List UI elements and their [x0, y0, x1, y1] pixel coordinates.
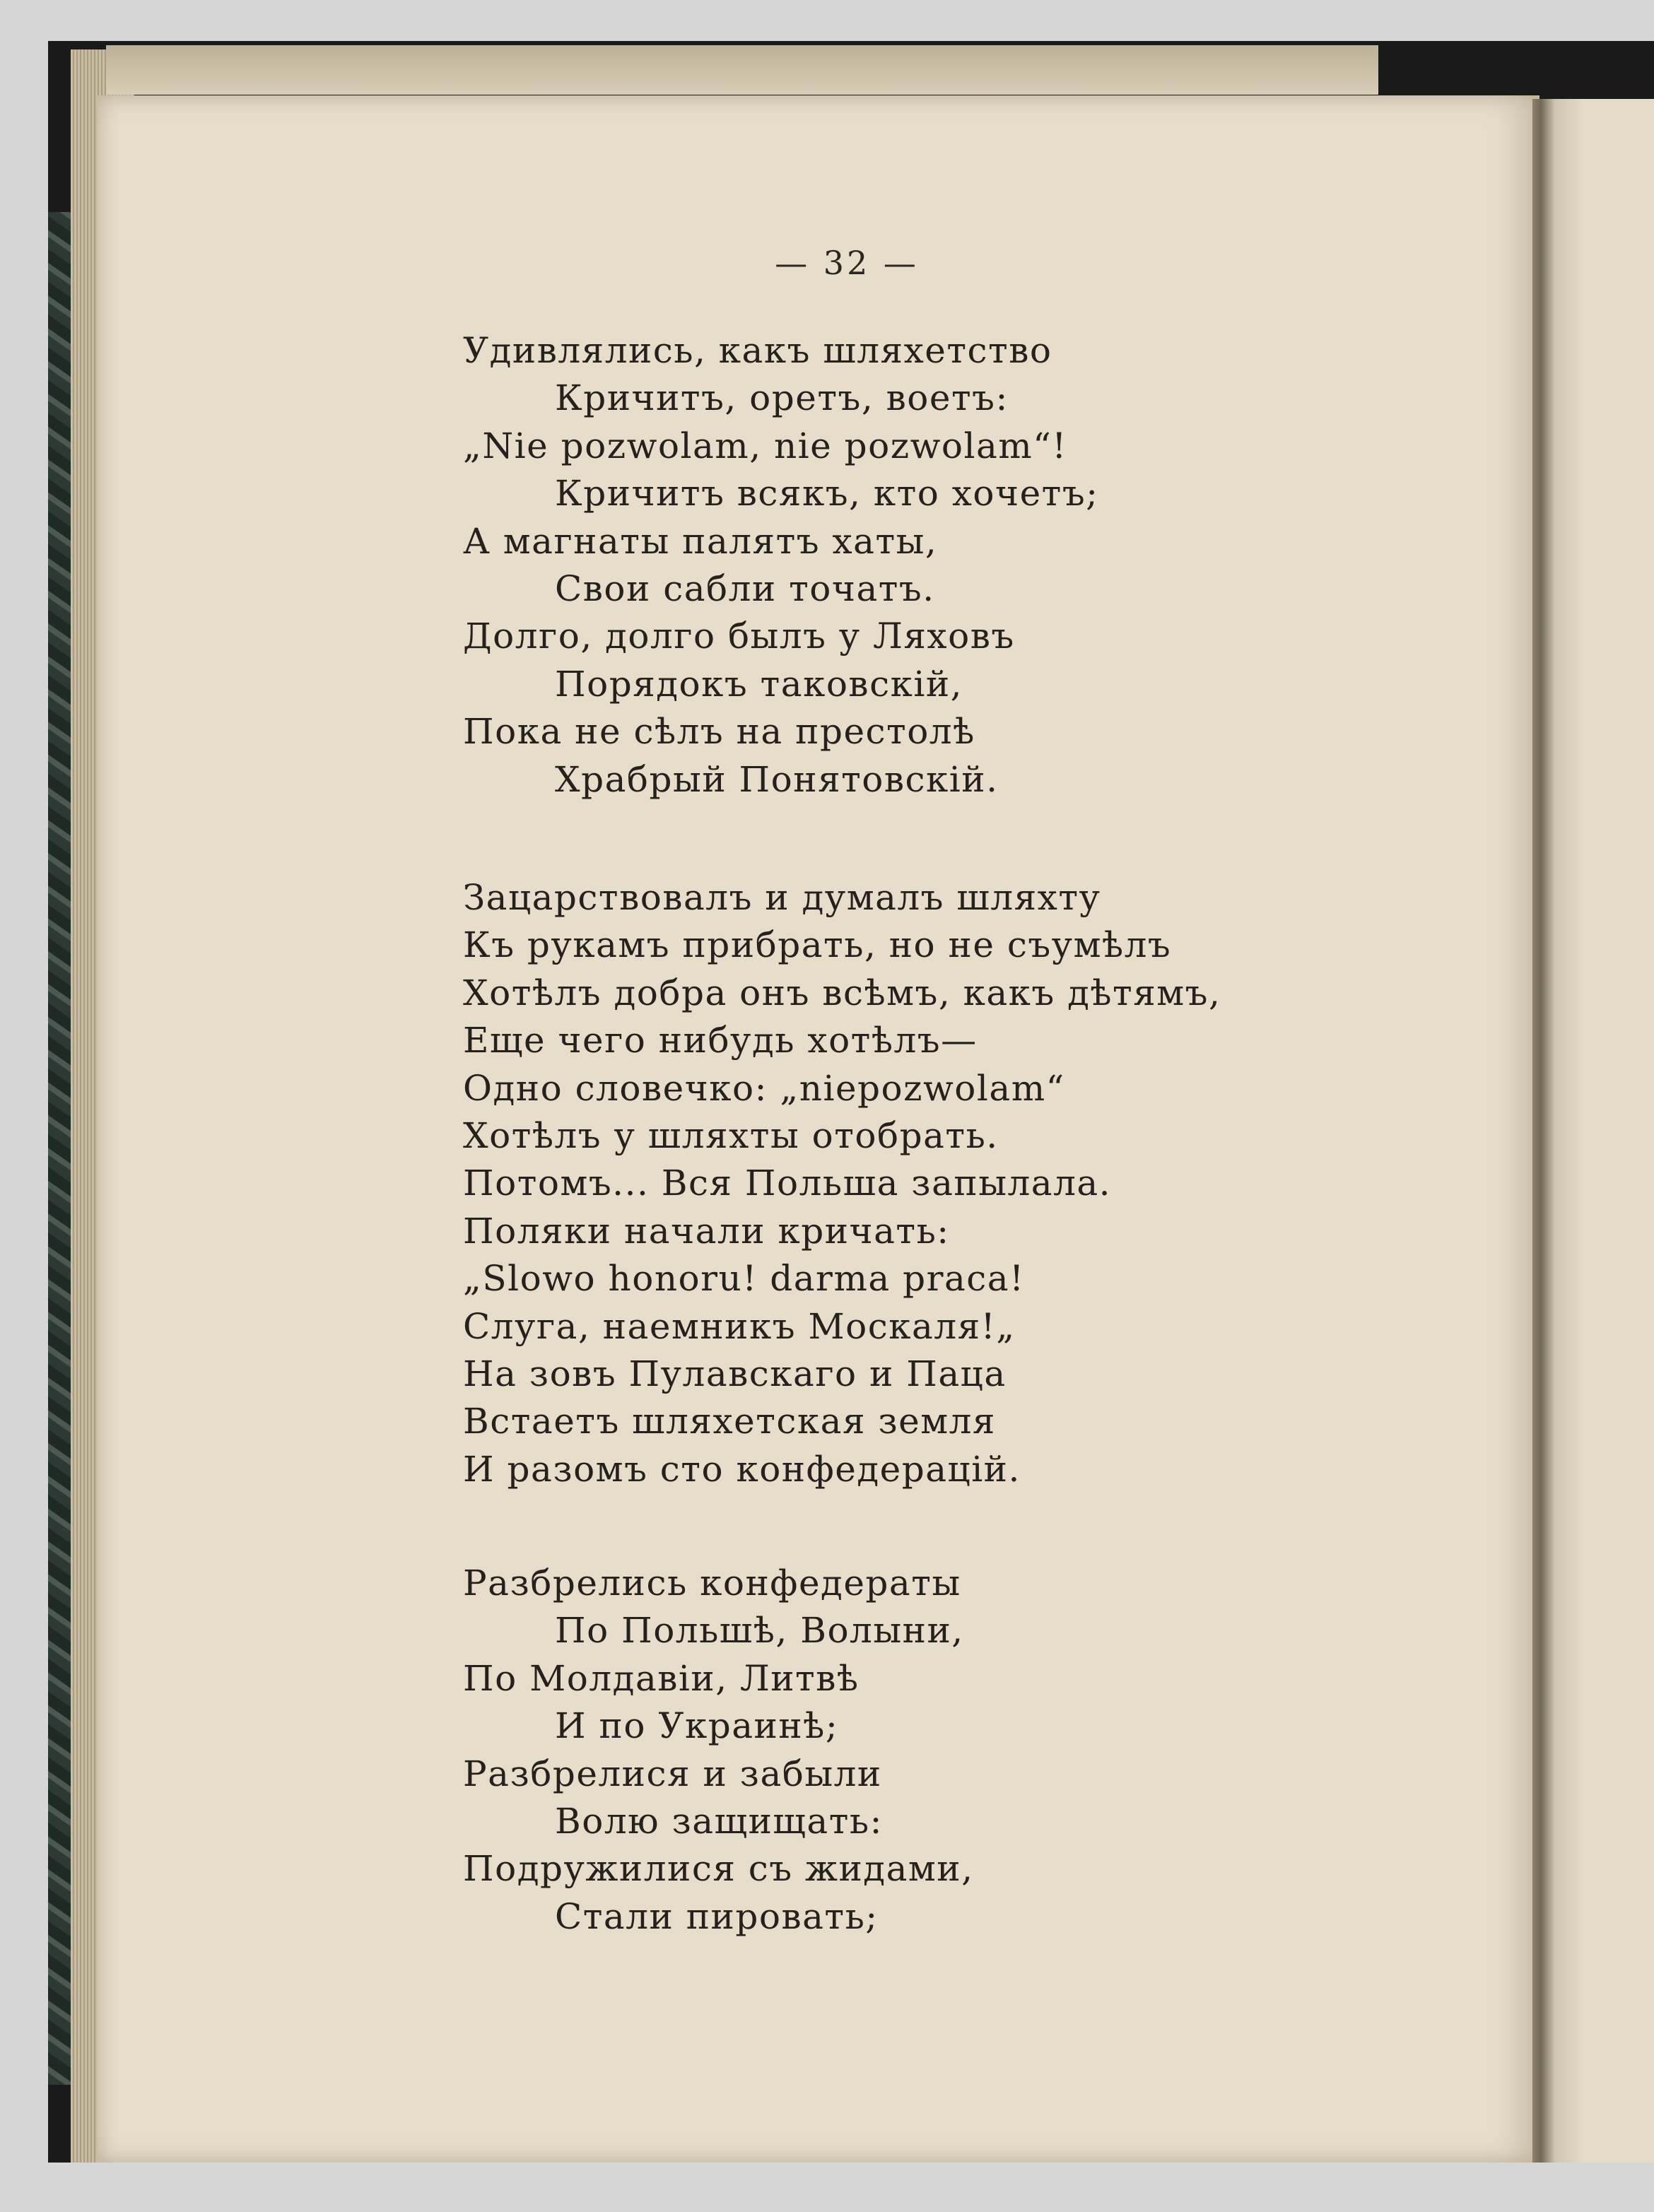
- verse-line: Хотѣлъ добра онъ всѣмъ, какъ дѣтямъ,: [463, 972, 1221, 1013]
- verse-line: Слуга, наемникъ Москаля!„: [463, 1305, 1016, 1347]
- verse-line: Кричитъ всякъ, кто хочетъ;: [555, 473, 1099, 514]
- verse-line: А магнаты палятъ хаты,: [463, 520, 938, 562]
- verse-line: По Польшѣ, Волыни,: [555, 1610, 964, 1652]
- verse-line: Кричитъ, оретъ, воетъ:: [555, 377, 1009, 419]
- verse-line: Разбрелись конфедераты: [463, 1563, 961, 1604]
- verse-line: Къ рукамъ прибрать, но не съумѣлъ: [463, 924, 1172, 966]
- verse-line: Пока не сѣлъ на престолѣ: [463, 711, 975, 753]
- verse-line: Поляки начали кричать:: [463, 1210, 950, 1252]
- verse-line: Встаетъ шляхетская земля: [463, 1401, 996, 1442]
- verse-line: Долго, долго былъ у Ляховъ: [463, 616, 1015, 657]
- verse-line: Подружилися съ жидами,: [463, 1848, 974, 1890]
- verse-line: Удивлялись, какъ шляхетство: [463, 330, 1052, 371]
- facing-page-edge: [1541, 99, 1654, 2163]
- verse-line: „Slowo honoru! darma praca!: [463, 1258, 1025, 1300]
- verse-line: Храбрый Понятовскій.: [555, 758, 999, 800]
- verse-line: Свои сабли точатъ.: [555, 567, 935, 609]
- stanza: [463, 1560, 974, 1941]
- page-number: — 32 —: [775, 244, 919, 282]
- verse-line: Стали пировать;: [555, 1895, 879, 1937]
- verse-line: На зовъ Пулавскаго и Паца: [463, 1353, 1007, 1394]
- stanza: [463, 327, 1099, 804]
- verse-line: „Nie pozwolam, nie pozwolam“!: [463, 425, 1067, 466]
- verse-line: Еще чего нибудь хотѣлъ—: [463, 1020, 978, 1061]
- page-top-edge: [106, 45, 1378, 95]
- verse-line: Разбрелися и забыли: [463, 1753, 882, 1794]
- verse-line: Порядокъ таковскій,: [555, 663, 963, 705]
- verse-line: Одно словечко: „niepozwolam“: [463, 1067, 1065, 1109]
- stanza: [463, 874, 1221, 1493]
- verse-line: И разомъ сто конфедерацій.: [463, 1448, 1021, 1490]
- verse-line: По Молдавіи, Литвѣ: [463, 1657, 860, 1699]
- verse-line: И по Украинѣ;: [555, 1705, 839, 1747]
- verse-line: Потомъ... Вся Польша запылала.: [463, 1163, 1112, 1204]
- verse-line: Зацарствовалъ и думалъ шляхту: [463, 877, 1101, 918]
- verse-line: Хотѣлъ у шляхты отобрать.: [463, 1114, 999, 1156]
- verse-line: Волю защищать:: [555, 1800, 883, 1842]
